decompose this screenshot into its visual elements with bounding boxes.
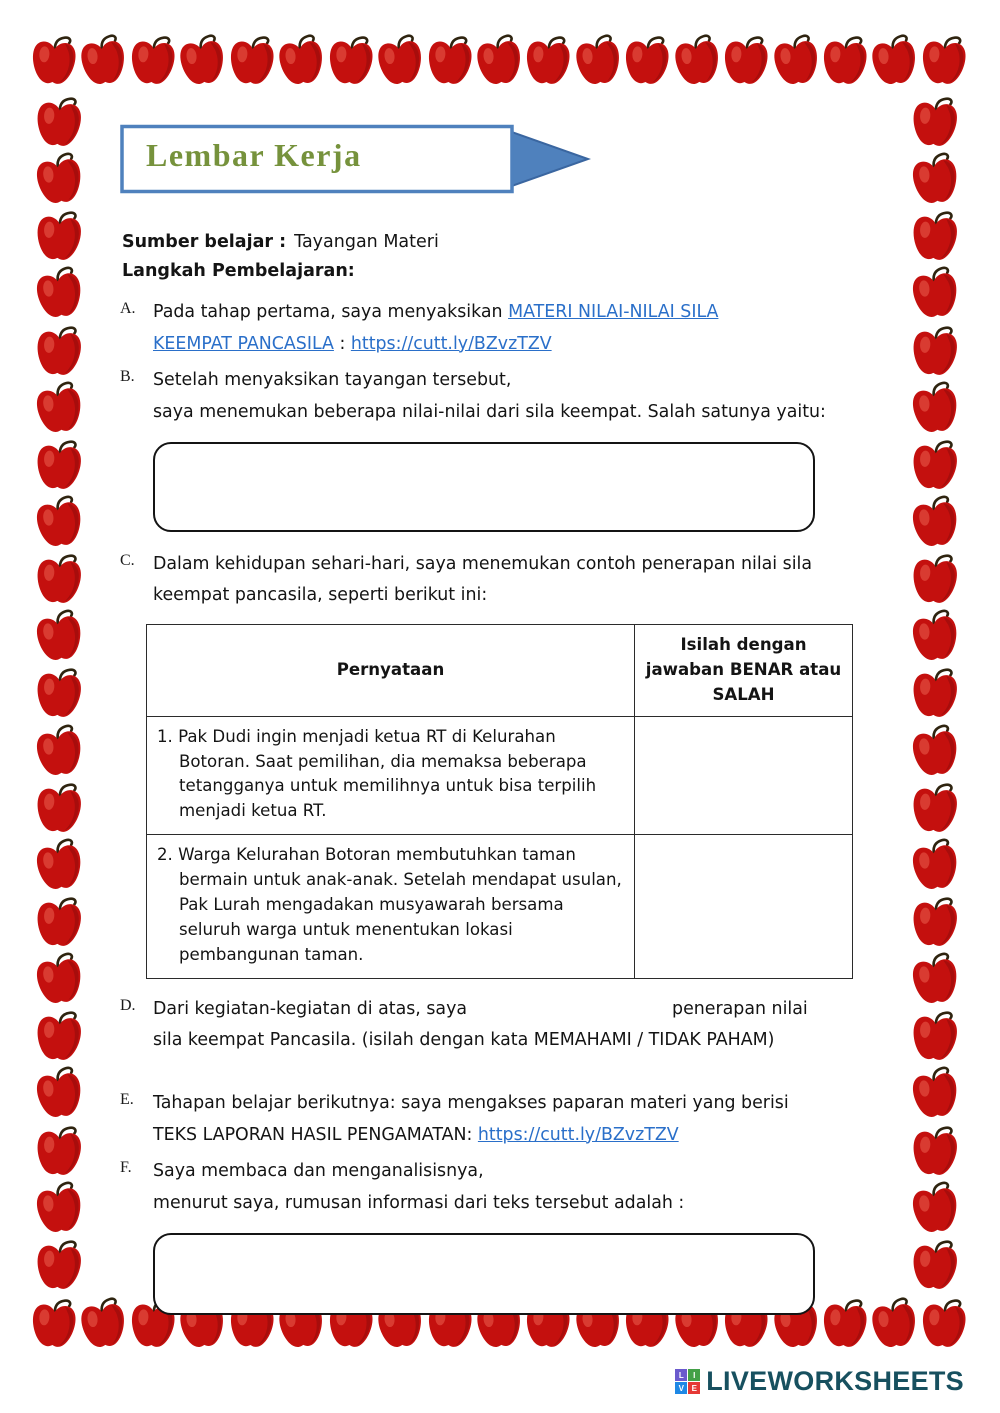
- logo-square-i: I: [688, 1369, 700, 1381]
- apple-icon: [906, 149, 963, 209]
- apple-icon: [906, 377, 963, 437]
- answer-blank-d[interactable]: [467, 1013, 672, 1014]
- apple-icon: [907, 92, 963, 150]
- step-d: [120, 994, 910, 1057]
- apple-icon: [77, 31, 130, 90]
- answer-cell-2[interactable]: [635, 835, 853, 978]
- apple-icon: [30, 949, 87, 1009]
- worksheet-content: [120, 120, 910, 1332]
- answer-box-f[interactable]: [153, 1233, 815, 1315]
- apple-icon: [906, 834, 963, 894]
- apple-icon: [30, 1177, 87, 1237]
- apple-icon: [31, 892, 87, 950]
- step-e: [120, 1088, 910, 1151]
- step-f-line2: menurut saya, rumusan informasi dari teks tersebut adalah :: [153, 1193, 685, 1214]
- apple-icon: [621, 31, 673, 88]
- apple-icon: [918, 1294, 970, 1351]
- apple-icon: [31, 321, 87, 379]
- statement-cell-1: 1. Pak Dudi ingin menjadi ketua RT di Kelurahan Botoran. Saat pemilihan, dia memaksa beberapa tetangganya untuk memilihnya untuk bisa terpilih menjadi ketua RT.: [147, 716, 635, 835]
- step-f: [120, 1156, 910, 1326]
- step-e-line2: [153, 1120, 865, 1152]
- apple-icon: [907, 321, 963, 379]
- liveworksheets-footer[interactable]: [675, 1366, 964, 1397]
- materi-link-part2[interactable]: KEEMPAT PANCASILA: [153, 333, 334, 354]
- logo-square-e: E: [688, 1382, 700, 1394]
- apple-icon: [30, 606, 87, 666]
- materi-link-part1[interactable]: MATERI NILAI-NILAI SILA: [508, 302, 719, 322]
- apple-icon: [906, 491, 963, 551]
- apple-icon: [31, 778, 87, 836]
- step-d-part1: Dari kegiatan-kegiatan di atas, saya: [153, 998, 468, 1019]
- materi-url-link[interactable]: https://cutt.ly/BZvzTZV: [350, 333, 552, 354]
- step-c-intro: Dalam kehidupan sehari-hari, saya menemukan contoh penerapan nilai sila keempat pancasila, seperti berikut ini:: [153, 553, 813, 606]
- apple-icon: [31, 549, 87, 607]
- sumber-belajar-value: Tayangan Materi: [294, 232, 439, 252]
- step-f-letter: F.: [120, 1159, 132, 1177]
- apple-icon: [31, 664, 87, 722]
- step-d-letter: D.: [120, 996, 136, 1014]
- apple-icon: [28, 31, 80, 88]
- apple-icon: [907, 435, 963, 493]
- apple-icon: [907, 549, 963, 607]
- step-a-line1: [153, 297, 865, 329]
- apple-icon: [30, 491, 87, 551]
- apple-icon: [424, 31, 476, 88]
- apple-icon: [868, 31, 921, 90]
- apple-icon: [907, 207, 963, 265]
- apple-icon: [907, 1121, 963, 1179]
- step-a-letter: A.: [120, 300, 136, 317]
- page-title: Lembar Kerja: [146, 137, 362, 173]
- step-d-line2: sila keempat Pancasila. (isilah dengan kata MEMAHAMI / TIDAK PAHAM): [153, 1030, 775, 1051]
- teks-laporan-url-link[interactable]: https://cutt.ly/BZvzTZV: [477, 1124, 679, 1145]
- logo-square-v: V: [675, 1382, 687, 1394]
- step-b: [120, 365, 910, 543]
- apple-icon: [30, 1063, 87, 1123]
- step-b-letter: B.: [120, 368, 135, 386]
- step-f-line1: Saya membaca dan menganalisisnya,: [153, 1161, 484, 1182]
- step-d-part2: penerapan nilai: [672, 998, 808, 1019]
- apple-icon: [906, 606, 963, 666]
- table-header-row: [147, 625, 853, 717]
- apple-border-left: [33, 94, 89, 1292]
- step-e-text: TEKS LAPORAN HASIL PENGAMATAN:: [153, 1124, 478, 1145]
- apple-icon: [907, 664, 963, 722]
- apple-icon: [30, 263, 87, 323]
- apple-icon: [907, 1007, 963, 1065]
- table-header-jawaban: Isilah dengan jawaban BENAR atau SALAH: [635, 625, 853, 717]
- apple-icon: [918, 31, 970, 88]
- apple-icon: [274, 31, 327, 90]
- apple-icon: [28, 1294, 80, 1351]
- apple-icon: [31, 207, 87, 265]
- apple-icon: [769, 31, 822, 90]
- apple-icon: [906, 720, 963, 780]
- apple-icon: [819, 31, 871, 88]
- step-b-line2: saya menemukan beberapa nilai-nilai dari sila keempat. Salah satunya yaitu:: [153, 402, 826, 423]
- apple-icon: [906, 263, 963, 323]
- apple-icon: [907, 1235, 963, 1293]
- apple-icon: [373, 31, 426, 90]
- apple-icon: [670, 31, 723, 90]
- apple-icon: [720, 31, 772, 88]
- apple-icon: [31, 1007, 87, 1065]
- apple-icon: [31, 1121, 87, 1179]
- apple-icon: [31, 435, 87, 493]
- apple-icon: [906, 1063, 963, 1123]
- apple-icon: [31, 92, 87, 150]
- step-e-letter: E.: [120, 1091, 134, 1109]
- apple-icon: [30, 834, 87, 894]
- apple-icon: [571, 31, 624, 90]
- sumber-belajar-label: Sumber belajar :: [122, 232, 287, 252]
- steps-list: [120, 297, 910, 1327]
- langkah-pembelajaran-label: Langkah Pembelajaran:: [122, 261, 355, 281]
- apple-icon: [31, 1235, 87, 1293]
- step-a-text: Pada tahap pertama, saya menyaksikan: [153, 302, 509, 322]
- sumber-belajar-line: [122, 232, 910, 252]
- apple-icon: [30, 377, 87, 437]
- apple-icon: [325, 31, 377, 88]
- apple-icon: [176, 31, 229, 90]
- liveworksheets-logo-icon: [675, 1369, 700, 1394]
- step-a-separator: :: [333, 333, 351, 354]
- apple-icon: [226, 31, 278, 88]
- table-row: [147, 716, 853, 835]
- apple-icon: [523, 31, 575, 88]
- answer-box-b[interactable]: [153, 442, 815, 532]
- table-header-pernyataan: Pernyataan: [147, 625, 635, 717]
- step-b-line1: Setelah menyaksikan tayangan tersebut,: [153, 370, 512, 391]
- apple-border-top: [30, 33, 968, 91]
- apple-icon: [30, 720, 87, 780]
- worksheet-title-banner: [120, 124, 595, 194]
- step-a-line2: [153, 329, 865, 361]
- apple-icon: [30, 149, 87, 209]
- step-c: [120, 549, 910, 989]
- step-a: [120, 297, 910, 360]
- apple-border-right: [909, 94, 965, 1292]
- step-e-line1: Tahapan belajar berikutnya: saya mengakses paparan materi yang berisi: [153, 1093, 789, 1114]
- apple-icon: [907, 892, 963, 950]
- apple-icon: [906, 1177, 963, 1237]
- apple-icon: [907, 778, 963, 836]
- answer-cell-1[interactable]: [635, 716, 853, 835]
- step-c-letter: C.: [120, 551, 135, 569]
- logo-square-l: L: [675, 1369, 687, 1381]
- statement-cell-2: 2. Warga Kelurahan Botoran membutuhkan taman bermain untuk anak-anak. Setelah mendapat usulan, Pak Lurah mengadakan musyawarah bersama seluruh warga untuk menentukan lokasi pembangunan taman.: [147, 835, 635, 978]
- penerapan-table: [146, 624, 853, 979]
- apple-icon: [472, 31, 525, 90]
- table-row: [147, 835, 853, 978]
- apple-icon: [906, 949, 963, 1009]
- step-d-line1: [153, 994, 865, 1026]
- liveworksheets-brand-text[interactable]: LIVEWORKSHEETS: [706, 1366, 964, 1396]
- apple-icon: [127, 31, 179, 88]
